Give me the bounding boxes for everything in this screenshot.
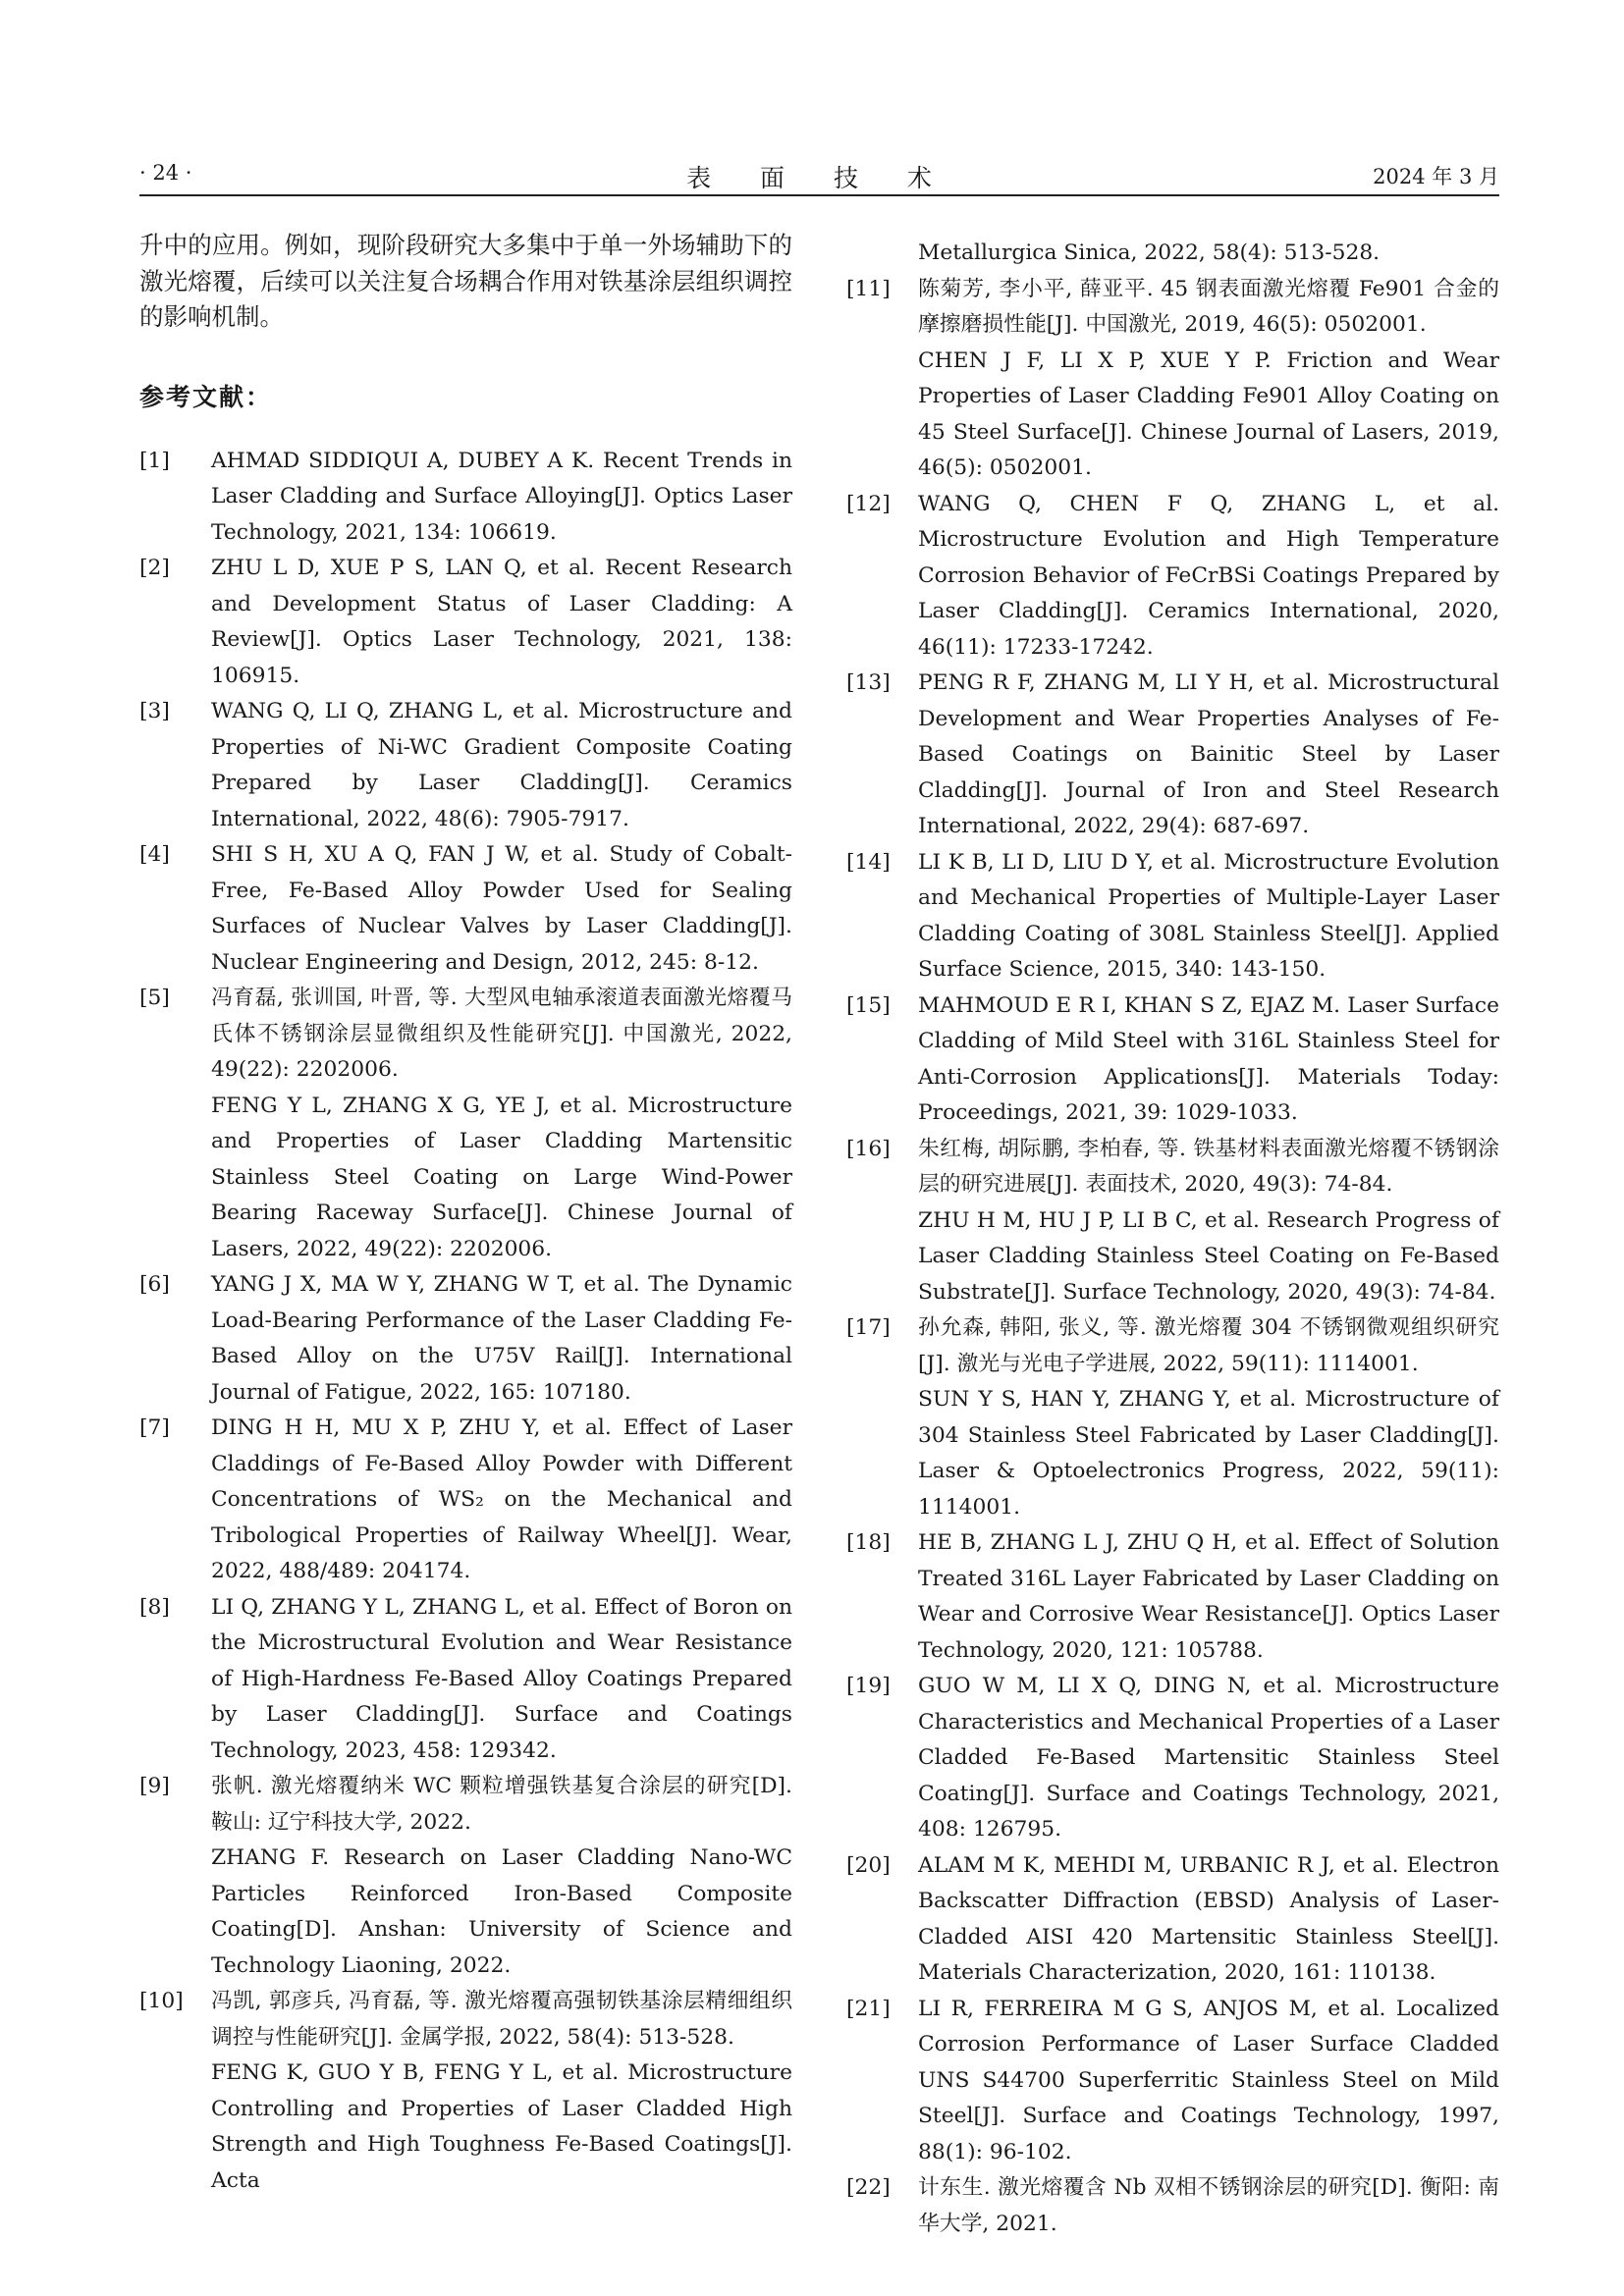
reference-number: [15] xyxy=(846,992,891,1018)
reference-text-english: LI Q, ZHANG Y L, ZHANG L, et al. Effect of Boron on the Microstructural Evolution and Wear Resistance of High-Hardness Fe-Based Alloy Coatings Prepared by Laser Cladding[J]. Surface and Coatings Technology, 2023, 458: 129342. xyxy=(211,1594,792,1763)
reference-number: [22] xyxy=(846,2175,891,2200)
reference-number: [2] xyxy=(139,556,170,580)
reference-number: [11] xyxy=(846,276,891,301)
reference-text-english: ZHU H M, HU J P, LI B C, et al. Research Progress of Laser Cladding Stainless Steel Coating on Fe-Based Substrate[J]. Surface Technology, 2020, 49(3): 74-84. xyxy=(918,1207,1499,1305)
reference-entry xyxy=(139,1984,792,2199)
reference-number: [5] xyxy=(139,986,170,1010)
reference-number: [3] xyxy=(139,699,170,723)
reference-list-right xyxy=(846,272,1499,2243)
reference-number: [14] xyxy=(846,849,891,875)
reference-text-english: FENG Y L, ZHANG X G, YE J, et al. Microstructure and Properties of Laser Cladding Martensitic Stainless Steel Coating on Large Wind-Power Bearing Raceway Surface[J]. Chinese Journal of Lasers, 2022, 49(22): 2202006. xyxy=(211,1093,792,1261)
reference-number: [9] xyxy=(139,1774,170,1798)
reference-text-english: SUN Y S, HAN Y, ZHANG Y, et al. Microstructure of 304 Stainless Steel Fabricated by Laser Cladding[J]. Laser & Optoelectronics Progress, 2022, 59(11): 1114001. xyxy=(918,1387,1499,1520)
reference-entry xyxy=(139,981,792,1267)
reference-text-english: LI R, FERREIRA M G S, ANJOS M, et al. Localized Corrosion Performance of Laser Surface Cladded UNS S44700 Superferritic Stainless Steel on Mild Steel[J]. Surface and Coatings Technology, 1997, 88(1): 96-102. xyxy=(918,1996,1499,2164)
reference-text-chinese: 孙允森, 韩阳, 张义, 等. 激光熔覆 304 不锈钢微观组织研究[J]. 激光与光电子学进展, 2022, 59(11): 1114001. xyxy=(918,1315,1499,1376)
reference-entry xyxy=(139,444,792,552)
reference-text-english: ZHANG F. Research on Laser Cladding Nano-WC Particles Reinforced Iron-Based Composite Coating[D]. Anshan: University of Science and Technology Liaoning, 2022. xyxy=(211,1845,792,1978)
reference-text-english: MAHMOUD E R I, KHAN S Z, EJAZ M. Laser Surface Cladding of Mild Steel with 316L Stainless Steel for Anti-Corrosion Applications[J]. Materials Today: Proceedings, 2021, 39: 1029-1033. xyxy=(918,992,1499,1125)
reference-entry xyxy=(846,1132,1499,1311)
reference-entry xyxy=(846,1669,1499,1848)
reference-entry xyxy=(846,1848,1499,1992)
reference-entry xyxy=(846,988,1499,1132)
reference-entry xyxy=(846,272,1499,487)
reference-continuation: Metallurgica Sinica, 2022, 58(4): 513-528. xyxy=(918,240,1380,265)
reference-entry xyxy=(846,1525,1499,1669)
left-column xyxy=(139,228,792,2199)
reference-text-english: DING H H, MU X P, ZHU Y, et al. Effect of Laser Claddings of Fe-Based Alloy Powder with Different Concentrations of WS₂ on the Mechanical and Tribological Properties of Railway Wheel[J]. Wear, 2022, 488/489: 204174. xyxy=(211,1415,792,1583)
reference-number: [17] xyxy=(846,1315,891,1340)
reference-text-english: SHI S H, XU A Q, FAN J W, et al. Study of Cobalt-Free, Fe-Based Alloy Powder Used for Sealing Surfaces of Nuclear Valves by Laser Cladding[J]. Nuclear Engineering and Design, 2012, 245: 8-12. xyxy=(211,842,792,975)
reference-list-left xyxy=(139,444,792,2200)
reference-number: [13] xyxy=(846,670,891,695)
reference-number: [8] xyxy=(139,1594,170,1620)
reference-text-english: WANG Q, LI Q, ZHANG L, et al. Microstructure and Properties of Ni-WC Gradient Composite Coating Prepared by Laser Cladding[J]. Ceramics International, 2022, 48(6): 7905-7917. xyxy=(211,699,792,831)
reference-text-english: PENG R F, ZHANG M, LI Y H, et al. Microstructural Development and Wear Properties Analyses of Fe-Based Coatings on Bainitic Steel by Laser Cladding[J]. Journal of Iron and Steel Research International, 2022, 29(4): 687-697. xyxy=(918,670,1499,838)
reference-number: [4] xyxy=(139,842,170,867)
reference-entry xyxy=(846,1310,1499,1525)
reference-text-english: FENG K, GUO Y B, FENG Y L, et al. Microstructure Controlling and Properties of Laser Cladded High Strength and High Toughness Fe-Based Coatings[J]. Acta xyxy=(211,2060,792,2193)
reference-number: [1] xyxy=(139,448,170,473)
reference-text-english: ZHU L D, XUE P S, LAN Q, et al. Recent Research and Development Status of Laser Cladding: A Review[J]. Optics Laser Technology, 2021, 138: 106915. xyxy=(211,556,792,688)
reference-entry xyxy=(846,845,1499,988)
reference-entry xyxy=(139,1267,792,1411)
right-column xyxy=(846,236,1499,2242)
reference-number: [16] xyxy=(846,1136,891,1161)
reference-text-english: ALAM M K, MEHDI M, URBANIC R J, et al. Electron Backscatter Diffraction (EBSD) Analysis of Laser-Cladded AISI 420 Martensitic Stainless Steel[J]. Materials Characterization, 2020, 161: 110138. xyxy=(918,1852,1499,1985)
reference-text-english: HE B, ZHANG L J, ZHU Q H, et al. Effect of Solution Treated 316L Layer Fabricated by Laser Cladding on Wear and Corrosive Wear Resistance[J]. Optics Laser Technology, 2020, 121: 105788. xyxy=(918,1530,1499,1663)
reference-entry xyxy=(139,1769,792,1984)
reference-entry xyxy=(139,1590,792,1770)
reference-text-english: AHMAD SIDDIQUI A, DUBEY A K. Recent Trends in Laser Cladding and Surface Alloying[J]. Optics Laser Technology, 2021, 134: 106619. xyxy=(211,448,792,545)
reference-entry xyxy=(846,666,1499,845)
reference-number: [6] xyxy=(139,1272,170,1297)
reference-text-english: WANG Q, CHEN F Q, ZHANG L, et al. Microstructure Evolution and High Temperature Corrosion Behavior of FeCrBSi Coatings Prepared by Laser Cladding[J]. Ceramics International, 2020, 46(11): 17233-17242. xyxy=(918,491,1499,660)
reference-entry xyxy=(846,1992,1499,2171)
intro-paragraph: 升中的应用。例如，现阶段研究大多集中于单一外场辅助下的激光熔覆，后续可以关注复合场耦合作用对铁基涂层组织调控的影响机制。 xyxy=(139,231,792,331)
reference-text-chinese: 冯凯, 郭彦兵, 冯育磊, 等. 激光熔覆高强韧铁基涂层精细组织调控与性能研究[J]. 金属学报, 2022, 58(4): 513-528. xyxy=(211,1989,792,2050)
reference-number: [18] xyxy=(846,1530,891,1555)
reference-text-english: YANG J X, MA W Y, ZHANG W T, et al. The Dynamic Load-Bearing Performance of the Laser Cladding Fe-Based Alloy on the U75V Rail[J]. International Journal of Fatigue, 2022, 165: 107180. xyxy=(211,1272,792,1405)
reference-number: [21] xyxy=(846,1996,891,2021)
reference-text-english: GUO W M, LI X Q, DING N, et al. Microstructure Characteristics and Mechanical Properties of a Laser Cladded Fe-Based Martensitic Stainless Steel Coating[J]. Surface and Coatings Technology, 2021, 408: 126795. xyxy=(918,1674,1499,1842)
reference-text-chinese: 朱红梅, 胡际鹏, 李柏春, 等. 铁基材料表面激光熔覆不锈钢涂层的研究进展[J]. 表面技术, 2020, 49(3): 74-84. xyxy=(918,1136,1499,1197)
page-number: · 24 · xyxy=(139,161,192,185)
reference-text-chinese: 陈菊芳, 李小平, 薛亚平. 45 钢表面激光熔覆 Fe901 合金的摩擦磨损性能[J]. 中国激光, 2019, 46(5): 0502001. xyxy=(918,276,1499,337)
reference-number: [20] xyxy=(846,1852,891,1878)
reference-entry xyxy=(139,837,792,981)
reference-number: [12] xyxy=(846,491,891,516)
reference-entry xyxy=(139,694,792,837)
reference-entry xyxy=(139,1411,792,1590)
reference-text-english: CHEN J F, LI X P, XUE Y P. Friction and Wear Properties of Laser Cladding Fe901 Alloy Coating on 45 Steel Surface[J]. Chinese Journal of Lasers, 2019, 46(5): 0502001. xyxy=(918,347,1499,480)
reference-text-chinese: 冯育磊, 张训国, 叶晋, 等. 大型风电轴承滚道表面激光熔覆马氏体不锈钢涂层显微组织及性能研究[J]. 中国激光, 2022, 49(22): 2202006. xyxy=(211,986,792,1082)
reference-text-chinese: 计东生. 激光熔覆含 Nb 双相不锈钢涂层的研究[D]. 衡阳: 南华大学, 2021. xyxy=(918,2175,1499,2236)
reference-entry xyxy=(139,551,792,694)
reference-number: [19] xyxy=(846,1674,891,1698)
reference-text-chinese: 张帆. 激光熔覆纳米 WC 颗粒增强铁基复合涂层的研究[D]. 鞍山: 辽宁科技大学, 2022. xyxy=(211,1774,792,1835)
reference-entry xyxy=(846,2170,1499,2242)
journal-title: 表 面 技 术 xyxy=(686,164,952,192)
reference-number: [7] xyxy=(139,1415,170,1440)
reference-entry xyxy=(846,487,1499,667)
issue-date: 2024 年 3 月 xyxy=(1373,165,1499,188)
reference-text-english: LI K B, LI D, LIU D Y, et al. Microstructure Evolution and Mechanical Properties of Multiple-Layer Laser Cladding Coating of 308L Stainless Steel[J]. Applied Surface Science, 2015, 340: 143-150. xyxy=(918,849,1499,982)
references-heading: 参考文献： xyxy=(139,382,273,411)
reference-number: [10] xyxy=(139,1989,184,2013)
page-header xyxy=(139,157,1499,196)
